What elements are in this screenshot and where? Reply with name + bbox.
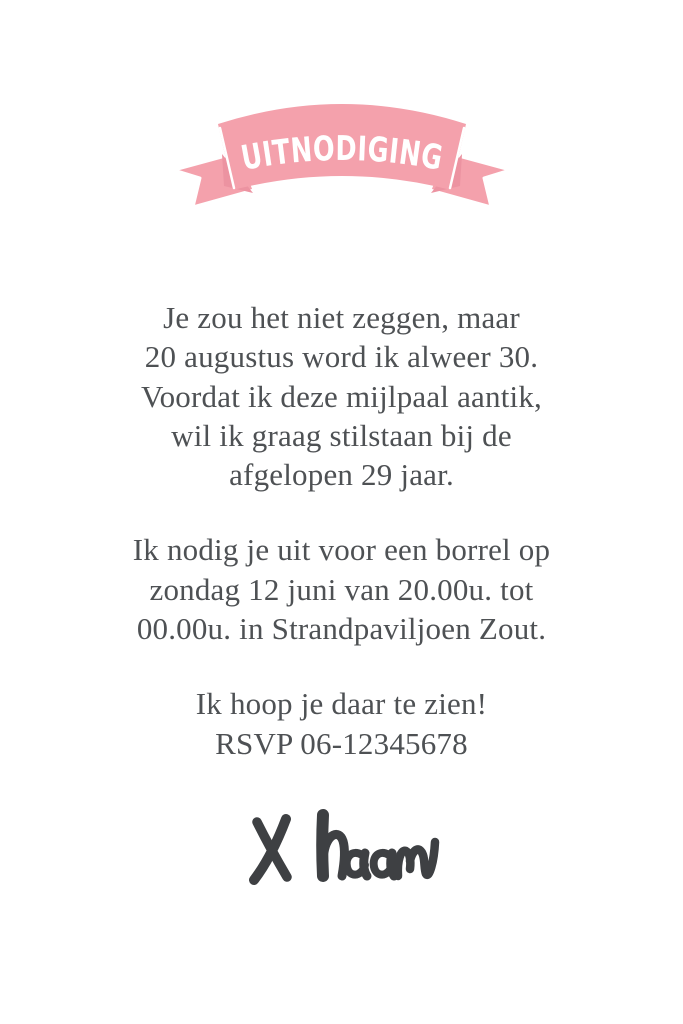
paragraph-intro bbox=[0, 298, 683, 494]
text-line: Ik hoop je daar te zien! bbox=[195, 686, 488, 722]
ribbon-title: UITNODIGING bbox=[238, 128, 453, 181]
text-line: Voordat ik deze mijlpaal aantik, bbox=[141, 378, 542, 414]
text-line: wil ik graag stilstaan bij de bbox=[171, 417, 512, 453]
signature-strokes bbox=[254, 815, 435, 880]
invitation-body bbox=[0, 298, 683, 763]
text-line: afgelopen 29 jaar. bbox=[229, 457, 454, 493]
paragraph-event-details bbox=[0, 530, 683, 648]
paragraph-rsvp bbox=[0, 684, 683, 763]
ribbon-banner bbox=[160, 98, 524, 210]
text-line: zondag 12 juni van 20.00u. tot bbox=[149, 571, 534, 607]
rsvp-phone: RSVP 06-12345678 bbox=[215, 725, 468, 761]
text-line: Ik nodig je uit voor een borrel op bbox=[132, 532, 551, 568]
text-line: 20 augustus word ik alweer 30. bbox=[144, 339, 539, 375]
signature bbox=[240, 798, 450, 893]
text-line: Je zou het niet zeggen, maar bbox=[163, 300, 520, 335]
text-line: 00.00u. in Strandpaviljoen Zout. bbox=[136, 611, 547, 647]
